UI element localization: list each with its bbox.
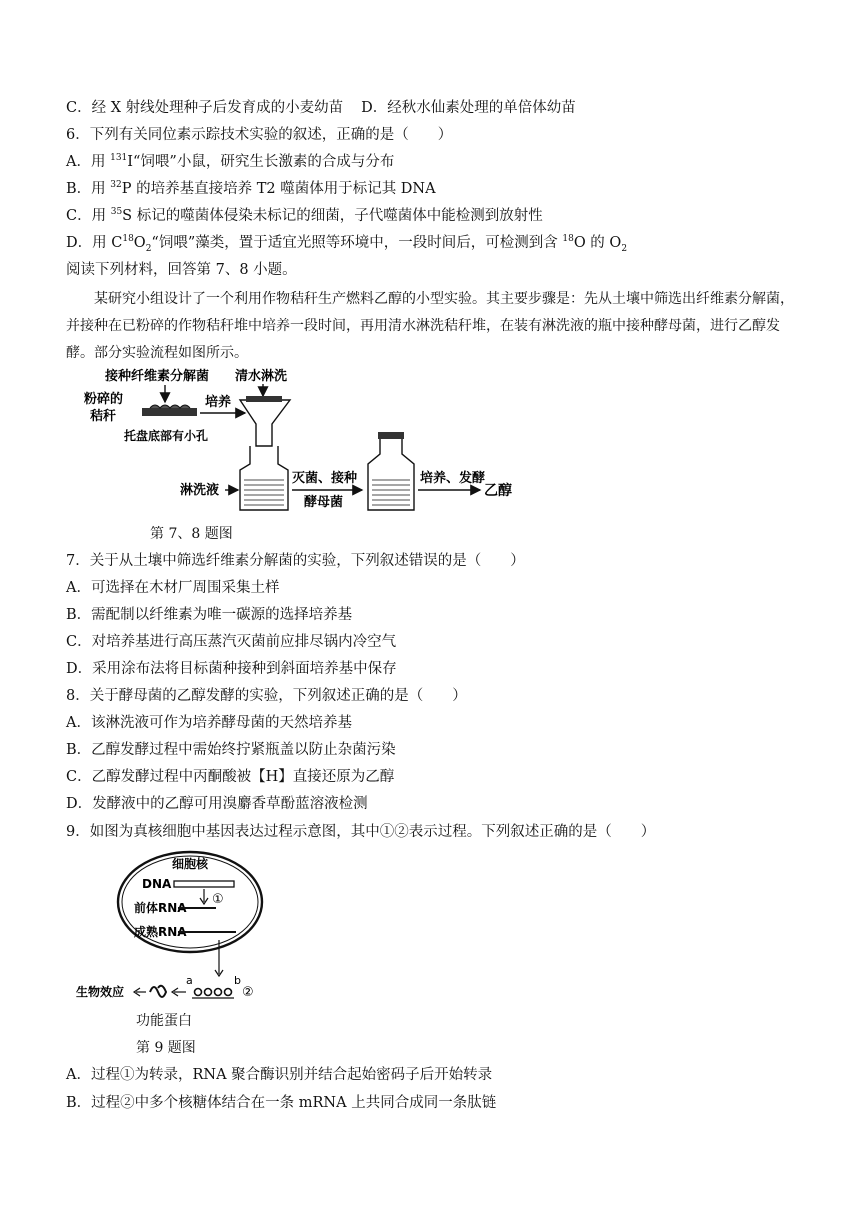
q6-option-a: A．用 $^{131}$I“饲喂”小鼠，研究生长激素的合成与分布 xyxy=(66,153,395,170)
material-paragraph: 某研究小组设计了一个利用作物秸秆生产燃料乙醇的小型实验。其主要步骤是：先从土壤中筛选出纤维素分解菌，并接种在已粉碎的作物秸秆堆中培养一段时间，再用清水淋洗秸秆堆，在装有淋洗液的瓶中接种酵母菌，进行乙醇发酵。部分实验流程如图所示。 xyxy=(66,291,794,361)
q7-stem: 7．关于从土壤中筛选纤维素分解菌的实验，下列叙述错误的是（ ） xyxy=(66,553,525,569)
bottle-2-cap xyxy=(378,432,404,439)
straw-pile-icon xyxy=(150,405,190,408)
q8-option-a: A．该淋洗液可作为培养酵母菌的天然培养基 xyxy=(66,715,352,731)
fig-9-protein-label: 功能蛋白 xyxy=(136,1013,192,1029)
label-mature-rna: 成熟RNA xyxy=(134,925,187,939)
fermentation-flow-diagram xyxy=(80,366,530,516)
label-eluate: 淋洗液 xyxy=(180,483,220,498)
bottle-1-liquid xyxy=(244,480,284,505)
label-ferment: 培养、发酵 xyxy=(420,471,486,486)
label-a: a xyxy=(186,974,193,987)
label-step-1: ① xyxy=(212,892,224,907)
bottle-2-liquid xyxy=(372,480,410,505)
q7-option-a: A．可选择在木材厂周围采集土样 xyxy=(66,580,280,596)
q6-option-d: D．用 $C^{18}O_2“$饲喂”藻类，置于适宜光照等环境中，一段时间后，可检测到含 $^{18}$O 的 $O_2$ xyxy=(66,234,628,254)
label-pre-rna: 前体RNA xyxy=(134,901,187,915)
q7-option-b: B．需配制以纤维素为唯一碳源的选择培养基 xyxy=(66,607,353,623)
q6-stem: 6．下列有关同位素示踪技术实验的叙述，正确的是（ ） xyxy=(66,127,453,143)
label-straw-2: 秸秆 xyxy=(90,409,117,424)
q8-option-b: B．乙醇发酵过程中需始终拧紧瓶盖以防止杂菌污染 xyxy=(66,742,396,758)
label-dna: DNA xyxy=(142,877,172,891)
label-ethanol: 乙醇 xyxy=(484,483,512,499)
q5-options-cd xyxy=(66,98,576,118)
label-nucleus: 细胞核 xyxy=(172,857,209,871)
gene-expression-diagram xyxy=(74,846,274,1002)
reading-instruction: 阅读下列材料，回答第 7、8 小题。 xyxy=(66,262,297,278)
q7-option-c: C．对培养基进行高压蒸汽灭菌前应排尽锅内冷空气 xyxy=(66,634,397,650)
dna-strand xyxy=(174,881,234,887)
q9-option-a: A．过程①为转录，RNA 聚合酶识别并结合起始密码子后开始转录 xyxy=(66,1067,493,1083)
polysome-icon xyxy=(192,989,234,999)
label-tray: 托盘底部有小孔 xyxy=(124,429,209,443)
label-b: b xyxy=(234,974,241,987)
funnel-icon xyxy=(240,400,290,446)
q6-option-c: C．用 $^{35}$S 标记的噬菌体侵染未标记的细菌，子代噬菌体中能检测到放射性 xyxy=(66,207,543,224)
fig-7-8-caption: 第 7、8 题图 xyxy=(150,526,233,542)
label-straw-1: 粉碎的 xyxy=(84,392,124,407)
q8-stem: 8．关于酵母菌的乙醇发酵的实验，下列叙述正确的是（ ） xyxy=(66,688,467,704)
functional-protein-icon xyxy=(150,986,166,997)
q5-option-c: C．经 X 射线处理种子后发育成的小麦幼苗 xyxy=(66,100,344,116)
q6-option-b: B．用 $^{32}$P 的培养基直接培养 T2 噬菌体用于标记其 DNA xyxy=(66,180,436,197)
fig-9-caption: 第 9 题图 xyxy=(136,1040,196,1056)
label-culture: 培养 xyxy=(205,395,232,410)
straw-tray xyxy=(142,408,197,416)
straw-in-funnel xyxy=(246,396,282,402)
label-sterilize-2: 酵母菌 xyxy=(304,495,344,510)
q5-option-d: D．经秋水仙素处理的单倍体幼苗 xyxy=(361,100,576,116)
q7-option-d: D．采用涂布法将目标菌种接种到斜面培养基中保存 xyxy=(66,661,397,677)
bottle-2-icon xyxy=(368,438,414,510)
q9-stem: 9．如图为真核细胞中基因表达过程示意图，其中①②表示过程。下列叙述正确的是（ ） xyxy=(66,824,656,840)
label-step-2: ② xyxy=(242,985,254,1000)
q8-option-d: D．发酵液中的乙醇可用溴麝香草酚蓝溶液检测 xyxy=(66,796,368,812)
q9-option-b: B．过程②中多个核糖体结合在一条 mRNA 上共同合成同一条肽链 xyxy=(66,1095,497,1111)
label-inoculate: 接种纤维素分解菌 xyxy=(105,369,210,384)
q8-option-c: C．乙醇发酵过程中丙酮酸被【H】直接还原为乙醇 xyxy=(66,769,395,785)
label-sterilize-1: 灭菌、接种 xyxy=(292,471,358,486)
label-rinse: 清水淋洗 xyxy=(235,369,288,384)
label-effect: 生物效应 xyxy=(76,985,125,999)
